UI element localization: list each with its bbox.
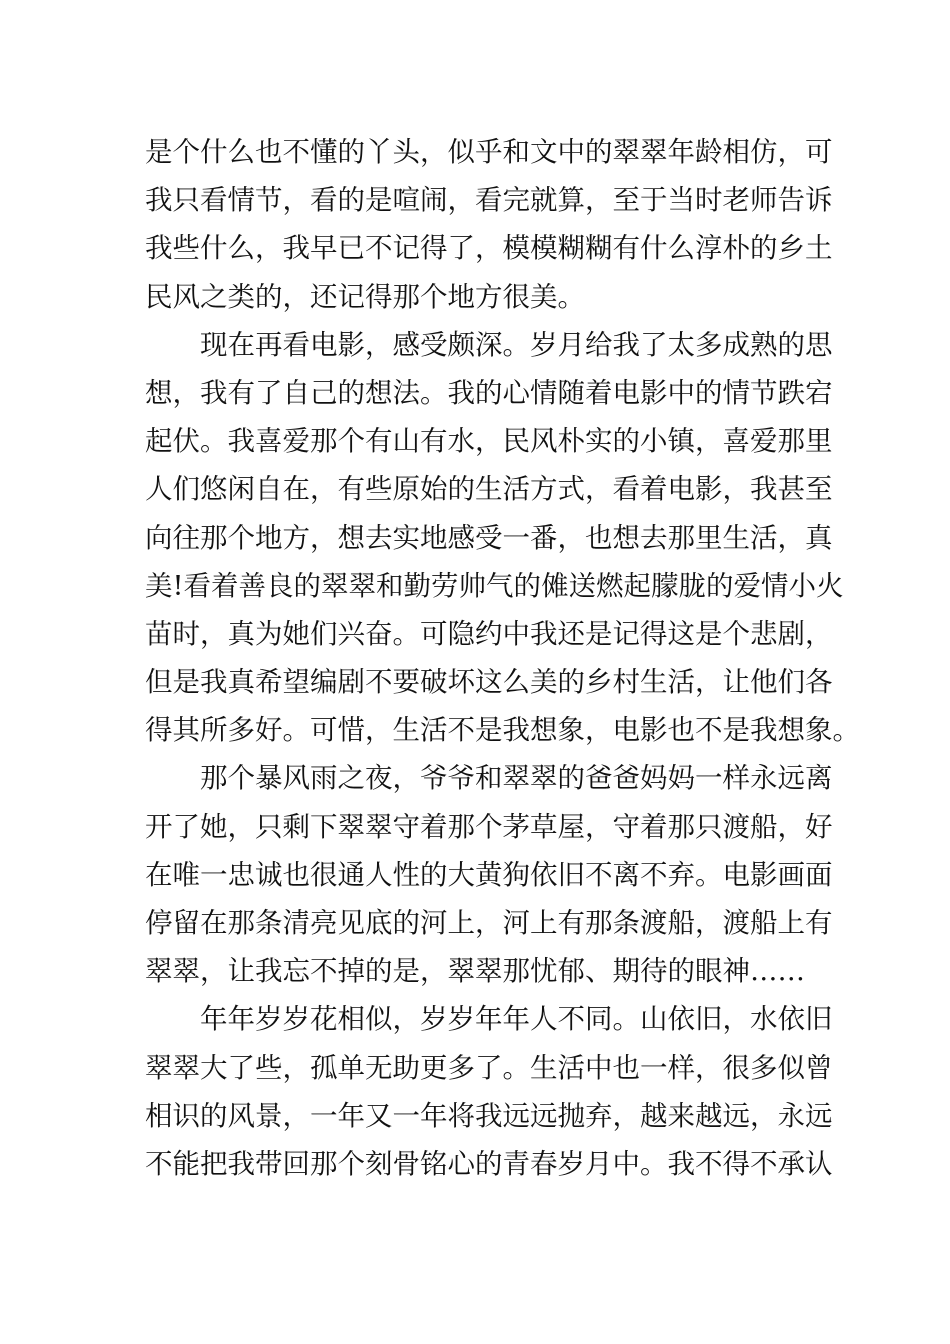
- paragraph-1-line-3: 我些什么，我早已不记得了，模模糊糊有什么淳朴的乡土: [145, 232, 833, 265]
- paragraph-1-line-4: 民风之类的，还记得那个地方很美。: [145, 280, 585, 313]
- paragraph-3-line-4: 停留在那条清亮见底的河上，河上有那条渡船，渡船上有: [145, 907, 833, 939]
- paragraph-3-line-1: 那个暴风雨之夜，爷爷和翠翠的爸爸妈妈一样永远离: [200, 762, 833, 795]
- paragraph-4-line-3: 相识的风景，一年又一年将我远远抛弃，越来越远，永远: [145, 1099, 833, 1132]
- body-text: [145, 128, 860, 1188]
- paragraph-2-line-2: 想，我有了自己的想法。我的心情随着电影中的情节跌宕: [145, 376, 833, 409]
- paragraph-4-line-2: 翠翠大了些，孤单无助更多了。生活中也一样，很多似曾: [145, 1051, 833, 1084]
- paragraph-3-line-2: 开了她，只剩下翠翠守着那个茅草屋，守着那只渡船，好: [145, 810, 833, 843]
- paragraph-1-line-1: 是个什么也不懂的丫头，似乎和文中的翠翠年龄相仿，可: [145, 136, 833, 168]
- paragraph-2-line-1: 现在再看电影，感受颇深。岁月给我了太多成熟的思: [200, 328, 833, 361]
- paragraph-2-line-6: 美!看着善良的翠翠和勤劳帅气的傩送燃起朦胧的爱情小火: [145, 569, 844, 602]
- paragraph-3-line-3: 在唯一忠诚也很通人性的大黄狗依旧不离不弃。电影画面: [145, 858, 833, 891]
- paragraph-3-line-5: 翠翠，让我忘不掉的是，翠翠那忧郁、期待的眼神……: [145, 955, 805, 988]
- paragraph-2-line-8: 但是我真希望编剧不要破坏这么美的乡村生活，让他们各: [145, 666, 833, 699]
- paragraph-2-line-5: 向往那个地方，想去实地感受一番，也想去那里生活，真: [145, 521, 833, 554]
- paragraph-4-line-1: 年年岁岁花相似，岁岁年年人不同。山依旧，水依旧: [200, 1003, 833, 1036]
- paragraph-2-line-3: 起伏。我喜爱那个有山有水，民风朴实的小镇，喜爱那里: [145, 425, 833, 458]
- paragraph-2-line-4: 人们悠闲自在，有些原始的生活方式，看着电影，我甚至: [145, 473, 833, 506]
- paragraph-2-line-7: 苗时，真为她们兴奋。可隐约中我还是记得这是个悲剧，: [145, 617, 833, 650]
- paragraph-2-line-9: 得其所多好。可惜，生活不是我想象，电影也不是我想象。: [145, 714, 860, 747]
- paragraph-4-line-4: 不能把我带回那个刻骨铭心的青春岁月中。我不得不承认: [145, 1147, 833, 1180]
- paragraph-1-line-2: 我只看情节，看的是喧闹，看完就算，至于当时老师告诉: [145, 184, 833, 217]
